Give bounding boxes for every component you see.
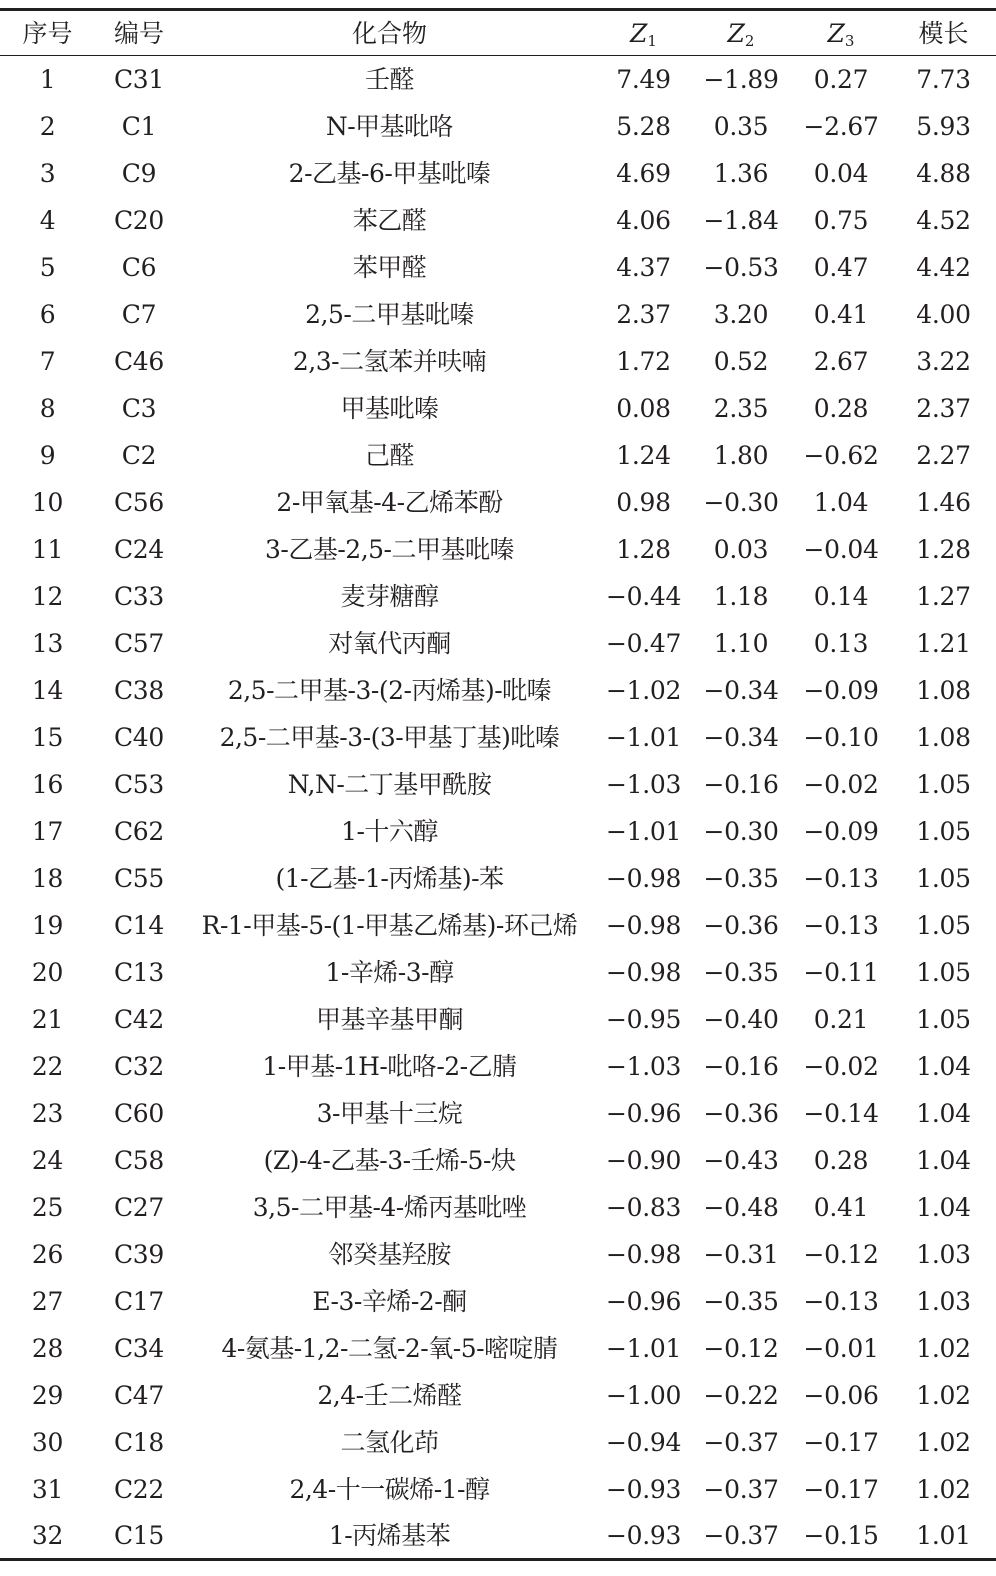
cell-z3: 0.28 [813,393,869,423]
cell-z2: 0.35 [713,111,769,141]
cell-code: C33 [113,581,165,611]
table-row [0,1184,996,1231]
cell-compound: 苯甲醛 [352,252,427,282]
cell-z1: −0.98 [605,957,682,987]
cell-code: C57 [113,628,165,658]
cell-z1: −0.98 [605,910,682,940]
cell-index: 2 [39,111,56,141]
cell-z3: −0.13 [803,863,879,893]
cell-z3: 1.04 [813,487,869,517]
cell-code: C58 [113,1145,165,1175]
cell-index: 26 [31,1239,64,1269]
cell-z1: 1.28 [616,534,671,564]
cell-modulus: 4.52 [916,205,971,235]
cell-compound: 2,5-二甲基-3-(2-丙烯基)-吡嗪 [227,675,552,705]
cell-modulus: 1.05 [916,1004,971,1034]
cell-z3: −0.15 [803,1520,879,1550]
cell-z1: −0.98 [605,863,682,893]
cell-compound: 麦芽糖醇 [340,581,439,611]
cell-z1: −0.98 [605,1239,682,1269]
cell-compound: (1-乙基-1-丙烯基)-苯 [275,863,504,893]
cell-index: 5 [39,252,56,282]
table-row [0,56,996,103]
cell-index: 21 [31,1004,64,1034]
cell-index: 24 [31,1145,64,1175]
table-row [0,291,996,338]
cell-z2: 1.10 [713,628,769,658]
cell-index: 13 [31,628,64,658]
header-z1 [596,10,691,56]
table-row [0,197,996,244]
cell-z2: −0.40 [703,1004,779,1034]
cell-modulus: 1.03 [916,1239,971,1269]
header-z2-symbol: Z [727,18,745,48]
cell-z1: 2.37 [616,299,671,329]
cell-z1: 1.24 [616,440,671,470]
cell-compound: 1-甲基-1H-吡咯-2-乙腈 [262,1051,517,1081]
cell-z2: 3.20 [713,299,769,329]
table-row [0,761,996,808]
cell-compound: 甲基吡嗪 [340,393,439,423]
cell-compound: (Z)-4-乙基-3-壬烯-5-炔 [263,1145,516,1175]
cell-modulus: 1.04 [916,1192,971,1222]
cell-z2: −0.35 [703,957,779,987]
cell-index: 11 [31,534,64,564]
cell-z1: −0.90 [605,1145,682,1175]
table-row [0,526,996,573]
cell-compound: 1-丙烯基苯 [328,1520,451,1550]
cell-z2: 1.18 [713,581,769,611]
cell-index: 31 [31,1474,64,1504]
cell-z1: −1.00 [605,1380,682,1410]
cell-z2: −0.36 [703,1098,779,1128]
cell-z3: 0.27 [813,64,869,94]
cell-index: 25 [31,1192,64,1222]
table-row [0,338,996,385]
header-z3-subscript: 3 [844,31,855,50]
table-row [0,1513,996,1560]
cell-compound: 邻癸基羟胺 [328,1239,451,1269]
cell-z2: −0.53 [703,252,779,282]
cell-index: 8 [39,393,56,423]
cell-compound: 1-辛烯-3-醇 [325,957,454,987]
cell-compound: R-1-甲基-5-(1-甲基乙烯基)-环己烯 [201,910,578,940]
cell-code: C46 [113,346,165,376]
cell-modulus: 1.27 [916,581,971,611]
cell-index: 18 [31,863,64,893]
cell-z3: −0.12 [803,1239,879,1269]
cell-code: C55 [113,863,165,893]
cell-z2: −1.89 [703,64,779,94]
cell-code: C47 [113,1380,165,1410]
cell-z2: −0.22 [703,1380,779,1410]
table-row [0,902,996,949]
cell-z2: −1.84 [703,205,779,235]
header-z3-symbol: Z [827,18,845,48]
cell-z1: 4.06 [616,205,671,235]
cell-index: 23 [31,1098,64,1128]
cell-z3: −0.13 [803,1286,879,1316]
cell-z1: −0.93 [605,1520,682,1550]
cell-z3: −0.10 [803,722,879,752]
table-row [0,432,996,479]
cell-compound: 2,4-十一碳烯-1-醇 [289,1474,490,1504]
cell-z3: 0.21 [813,1004,869,1034]
table-row [0,479,996,526]
header-index: 序号 [22,18,73,48]
cell-code: C40 [113,722,165,752]
header-modulus: 模长 [918,18,969,48]
header-z2-subscript: 2 [744,31,755,50]
cell-modulus: 1.46 [916,487,971,517]
cell-z3: 0.47 [813,252,869,282]
cell-index: 7 [39,346,56,376]
table-row [0,1090,996,1137]
cell-code: C34 [113,1333,165,1363]
table-row [0,808,996,855]
cell-z2: 0.03 [713,534,769,564]
cell-code: C42 [113,1004,165,1034]
cell-z2: −0.37 [703,1427,779,1457]
cell-modulus: 1.04 [916,1051,971,1081]
cell-z2: 0.52 [713,346,769,376]
cell-compound: 苯乙醛 [352,205,427,235]
cell-z3: −0.17 [803,1474,879,1504]
cell-code: C32 [113,1051,165,1081]
cell-modulus: 5.93 [916,111,971,141]
cell-z3: −0.02 [803,769,879,799]
cell-modulus: 7.73 [916,64,971,94]
cell-z1: −1.03 [605,1051,682,1081]
cell-modulus: 1.04 [916,1145,971,1175]
table-row [0,949,996,996]
cell-compound: 2,4-壬二烯醛 [317,1380,462,1410]
cell-z1: 0.98 [616,487,671,517]
table-row [0,855,996,902]
table-row [0,996,996,1043]
table-row [0,1372,996,1419]
cell-code: C3 [121,393,157,423]
cell-code: C17 [113,1286,165,1316]
cell-z1: 1.72 [616,346,671,376]
cell-index: 32 [31,1520,64,1550]
cell-z3: −0.13 [803,910,879,940]
cell-z3: −0.09 [803,816,879,846]
cell-z1: 7.49 [616,64,671,94]
cell-z1: −1.01 [605,816,682,846]
cell-code: C22 [113,1474,165,1504]
cell-z3: −0.09 [803,675,879,705]
table-row [0,1231,996,1278]
cell-compound: 2,3-二氢苯并呋喃 [292,346,487,376]
cell-code: C56 [113,487,165,517]
cell-compound: E-3-辛烯-2-酮 [312,1286,467,1316]
cell-compound: 二氢化茚 [340,1427,439,1457]
cell-z1: −0.96 [605,1286,682,1316]
cell-modulus: 3.22 [916,346,971,376]
table-row [0,1419,996,1466]
cell-compound: 3,5-二甲基-4-烯丙基吡唑 [252,1192,527,1222]
cell-z3: −0.01 [803,1333,879,1363]
cell-index: 30 [31,1427,64,1457]
cell-z3: 0.41 [813,299,869,329]
cell-z3: −0.11 [803,957,879,987]
header-code: 编号 [113,18,164,48]
cell-modulus: 2.37 [916,393,971,423]
cell-code: C18 [113,1427,165,1457]
cell-index: 15 [31,722,64,752]
cell-index: 22 [31,1051,64,1081]
cell-z2: −0.48 [703,1192,779,1222]
header-row [0,10,996,56]
cell-z2: −0.16 [703,769,779,799]
cell-index: 4 [39,205,56,235]
cell-z1: 4.37 [616,252,671,282]
table-body [0,56,996,1560]
cell-index: 12 [31,581,64,611]
cell-z2: 1.36 [713,158,769,188]
cell-modulus: 4.88 [916,158,971,188]
cell-z1: −0.93 [605,1474,682,1504]
cell-z1: −0.94 [605,1427,682,1457]
cell-modulus: 1.04 [916,1098,971,1128]
cell-index: 28 [31,1333,64,1363]
cell-index: 20 [31,957,64,987]
cell-code: C2 [121,440,157,470]
header-z1-symbol: Z [630,18,648,48]
cell-index: 10 [31,487,64,517]
cell-z3: −0.04 [803,534,879,564]
cell-z2: −0.30 [703,487,779,517]
header-z2 [691,10,791,56]
cell-code: C14 [113,910,165,940]
cell-index: 9 [39,440,56,470]
cell-z2: −0.35 [703,863,779,893]
cell-index: 17 [31,816,64,846]
table-row [0,150,996,197]
cell-compound: 2,5-二甲基-3-(3-甲基丁基)吡嗪 [219,722,560,752]
cell-code: C6 [121,252,157,282]
cell-z3: 0.13 [813,628,869,658]
cell-z3: −2.67 [803,111,879,141]
cell-code: C39 [113,1239,165,1269]
cell-z2: −0.34 [703,722,779,752]
cell-z1: −1.01 [605,722,682,752]
cell-modulus: 1.05 [916,957,971,987]
cell-compound: N-甲基吡咯 [325,111,454,141]
cell-z1: −1.01 [605,1333,682,1363]
cell-code: C15 [113,1520,165,1550]
cell-z3: 2.67 [813,346,869,376]
cell-z2: −0.43 [703,1145,779,1175]
cell-compound: 己醛 [364,440,414,470]
header-z3 [791,10,891,56]
cell-index: 19 [31,910,64,940]
table-row [0,103,996,150]
cell-z2: −0.30 [703,816,779,846]
cell-modulus: 1.21 [916,628,971,658]
cell-z3: −0.62 [803,440,879,470]
cell-z3: −0.17 [803,1427,879,1457]
cell-modulus: 1.05 [916,769,971,799]
cell-modulus: 1.02 [916,1380,971,1410]
cell-code: C24 [113,534,165,564]
cell-z2: −0.37 [703,1474,779,1504]
cell-index: 16 [31,769,64,799]
cell-z3: 0.75 [813,205,869,235]
cell-z3: 0.28 [813,1145,869,1175]
cell-compound: 2-乙基-6-甲基吡嗪 [288,158,491,188]
cell-compound: 3-甲基十三烷 [316,1098,463,1128]
table-row [0,1466,996,1513]
cell-compound: 4-氨基-1,2-二氢-2-氧-5-嘧啶腈 [221,1333,558,1363]
cell-modulus: 1.02 [916,1427,971,1457]
cell-z1: −0.95 [605,1004,682,1034]
cell-index: 27 [31,1286,64,1316]
cell-modulus: 1.28 [916,534,971,564]
cell-code: C38 [113,675,165,705]
cell-code: C7 [121,299,157,329]
table-row [0,1278,996,1325]
cell-z1: −0.44 [605,581,682,611]
cell-z1: −0.83 [605,1192,682,1222]
table-row [0,667,996,714]
cell-compound: 甲基辛基甲酮 [315,1004,463,1034]
cell-z1: 5.28 [616,111,671,141]
cell-modulus: 4.42 [916,252,971,282]
cell-compound: 壬醛 [364,64,414,94]
cell-z2: −0.36 [703,910,779,940]
cell-code: C53 [113,769,165,799]
cell-modulus: 1.08 [916,722,971,752]
cell-code: C27 [113,1192,165,1222]
cell-modulus: 1.05 [916,863,971,893]
cell-z1: −1.03 [605,769,682,799]
header-z1-subscript: 1 [647,31,657,50]
compound-table-container [0,8,996,1561]
cell-z3: −0.02 [803,1051,879,1081]
cell-z2: −0.34 [703,675,779,705]
cell-index: 14 [31,675,64,705]
cell-index: 3 [39,158,56,188]
cell-z2: −0.35 [703,1286,779,1316]
table-row [0,620,996,667]
table-row [0,385,996,432]
cell-code: C1 [121,111,157,141]
cell-code: C60 [113,1098,165,1128]
table-row [0,1043,996,1090]
cell-z1: 4.69 [616,158,671,188]
table-row [0,244,996,291]
cell-z1: 0.08 [616,393,671,423]
cell-compound: N,N-二丁基甲酰胺 [287,769,492,799]
cell-z2: 1.80 [713,440,769,470]
cell-modulus: 1.03 [916,1286,971,1316]
cell-z1: −1.02 [605,675,682,705]
cell-compound: 1-十六醇 [341,816,438,846]
cell-z2: 2.35 [713,393,769,423]
table-row [0,1325,996,1372]
cell-modulus: 1.02 [916,1333,971,1363]
cell-z2: −0.16 [703,1051,779,1081]
cell-z3: 0.41 [813,1192,869,1222]
cell-compound: 2,5-二甲基吡嗪 [305,299,474,329]
cell-modulus: 1.08 [916,675,971,705]
cell-code: C31 [113,64,165,94]
cell-code: C62 [113,816,165,846]
cell-compound: 3-乙基-2,5-二甲基吡嗪 [264,534,514,564]
cell-code: C9 [121,158,157,188]
compound-table [0,8,996,1561]
cell-code: C20 [113,205,165,235]
cell-index: 6 [39,299,56,329]
cell-z3: 0.04 [813,158,869,188]
cell-z1: −0.96 [605,1098,682,1128]
cell-compound: 对氧代丙酮 [328,628,451,658]
cell-z2: −0.12 [703,1333,779,1363]
header-compound: 化合物 [351,18,427,48]
cell-compound: 2-甲氧基-4-乙烯苯酚 [276,487,503,517]
table-row [0,714,996,761]
cell-z3: −0.14 [803,1098,879,1128]
cell-modulus: 1.05 [916,910,971,940]
cell-z2: −0.37 [703,1520,779,1550]
cell-code: C13 [113,957,165,987]
cell-modulus: 2.27 [916,440,971,470]
table-row [0,573,996,620]
cell-z2: −0.31 [703,1239,779,1269]
cell-modulus: 1.05 [916,816,971,846]
cell-z1: −0.47 [605,628,682,658]
cell-modulus: 1.01 [916,1520,971,1550]
cell-modulus: 4.00 [916,299,971,329]
cell-z3: 0.14 [813,581,869,611]
cell-modulus: 1.02 [916,1474,971,1504]
cell-index: 1 [39,64,56,94]
cell-index: 29 [31,1380,64,1410]
cell-z3: −0.06 [803,1380,879,1410]
table-header [0,10,996,56]
table-row [0,1137,996,1184]
